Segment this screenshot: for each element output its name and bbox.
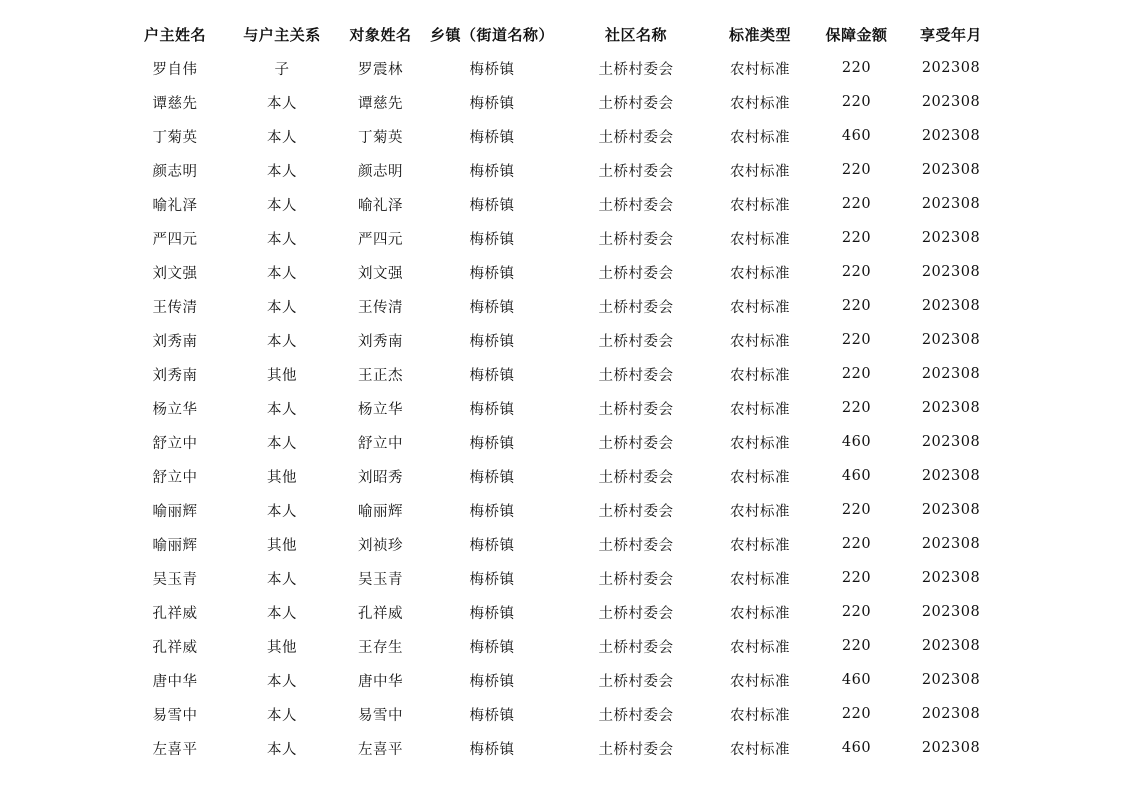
table-row (125, 663, 999, 697)
cell-relation: 本人 (267, 129, 297, 146)
cell-month: 202308 (921, 264, 981, 280)
cell-recipient-name: 刘秀南 (358, 333, 403, 350)
header-cell-month: 享受年月 (919, 25, 982, 44)
cell-amount: 460 (841, 468, 872, 484)
table-header (125, 17, 999, 51)
cell-householder-name: 杨立华 (152, 401, 198, 418)
cell-community: 土桥村委会 (598, 333, 674, 350)
cell-householder-name: 刘秀南 (152, 333, 198, 350)
cell-month: 202308 (921, 162, 981, 178)
table-row (125, 595, 999, 629)
cell-householder-name: 孔祥威 (152, 639, 198, 656)
cell-amount: 220 (841, 570, 872, 586)
cell-recipient-name: 孔祥威 (358, 605, 403, 622)
cell-relation: 本人 (267, 163, 297, 180)
cell-recipient-name: 罗震林 (358, 61, 403, 78)
header-cell-township: 乡镇（街道名称） (429, 25, 554, 44)
cell-community: 土桥村委会 (598, 367, 674, 384)
cell-recipient-name: 刘文强 (358, 265, 403, 282)
cell-relation: 本人 (267, 231, 297, 248)
cell-relation: 本人 (267, 741, 297, 758)
cell-township: 梅桥镇 (469, 571, 515, 588)
cell-township: 梅桥镇 (469, 741, 515, 758)
cell-relation: 本人 (267, 707, 297, 724)
cell-month: 202308 (921, 94, 981, 110)
header-cell-standard-type: 标准类型 (728, 25, 791, 44)
cell-month: 202308 (921, 502, 981, 518)
cell-month: 202308 (921, 604, 981, 620)
cell-recipient-name: 唐中华 (358, 673, 403, 690)
cell-amount: 220 (841, 706, 872, 722)
cell-relation: 本人 (267, 673, 297, 690)
cell-standard-type: 农村标准 (730, 61, 790, 78)
cell-community: 土桥村委会 (598, 571, 674, 588)
cell-amount: 460 (841, 672, 872, 688)
cell-amount: 220 (841, 604, 872, 620)
header-cell-relation: 与户主关系 (243, 25, 321, 44)
cell-township: 梅桥镇 (469, 469, 515, 486)
cell-recipient-name: 丁菊英 (358, 129, 403, 146)
cell-amount: 220 (841, 332, 872, 348)
cell-community: 土桥村委会 (598, 537, 674, 554)
cell-householder-name: 吴玉青 (152, 571, 198, 588)
cell-amount: 220 (841, 502, 872, 518)
cell-standard-type: 农村标准 (730, 129, 790, 146)
cell-community: 土桥村委会 (598, 707, 674, 724)
cell-standard-type: 农村标准 (730, 95, 790, 112)
cell-community: 土桥村委会 (598, 673, 674, 690)
cell-householder-name: 喻礼泽 (152, 197, 198, 214)
table-row (125, 697, 999, 731)
cell-householder-name: 刘秀南 (152, 367, 198, 384)
cell-township: 梅桥镇 (469, 503, 515, 520)
cell-standard-type: 农村标准 (730, 537, 790, 554)
cell-amount: 460 (841, 740, 872, 756)
cell-householder-name: 喻丽辉 (152, 503, 198, 520)
cell-community: 土桥村委会 (598, 299, 674, 316)
cell-community: 土桥村委会 (598, 163, 674, 180)
header-cell-householder-name: 户主姓名 (143, 25, 206, 44)
cell-amount: 220 (841, 264, 872, 280)
cell-amount: 220 (841, 196, 872, 212)
cell-month: 202308 (921, 638, 981, 654)
cell-community: 土桥村委会 (598, 197, 674, 214)
cell-amount: 220 (841, 94, 872, 110)
cell-householder-name: 舒立中 (152, 435, 198, 452)
cell-standard-type: 农村标准 (730, 197, 790, 214)
cell-community: 土桥村委会 (598, 401, 674, 418)
cell-community: 土桥村委会 (598, 469, 674, 486)
cell-relation: 其他 (267, 469, 297, 486)
cell-householder-name: 严四元 (152, 231, 198, 248)
cell-recipient-name: 喻丽辉 (358, 503, 403, 520)
cell-relation: 其他 (267, 537, 297, 554)
cell-amount: 220 (841, 400, 872, 416)
table-row (125, 561, 999, 595)
cell-month: 202308 (921, 332, 981, 348)
cell-township: 梅桥镇 (469, 401, 515, 418)
cell-recipient-name: 王传清 (358, 299, 403, 316)
cell-recipient-name: 王存生 (358, 639, 403, 656)
cell-township: 梅桥镇 (469, 537, 515, 554)
cell-standard-type: 农村标准 (730, 299, 790, 316)
cell-month: 202308 (921, 298, 981, 314)
cell-householder-name: 刘文强 (152, 265, 198, 282)
cell-relation: 本人 (267, 333, 297, 350)
cell-standard-type: 农村标准 (730, 673, 790, 690)
cell-householder-name: 唐中华 (152, 673, 198, 690)
cell-standard-type: 农村标准 (730, 265, 790, 282)
table-row (125, 493, 999, 527)
cell-standard-type: 农村标准 (730, 503, 790, 520)
header-cell-community: 社区名称 (604, 25, 667, 44)
cell-recipient-name: 严四元 (358, 231, 403, 248)
cell-relation: 本人 (267, 605, 297, 622)
cell-recipient-name: 颜志明 (358, 163, 403, 180)
cell-community: 土桥村委会 (598, 231, 674, 248)
table-row (125, 527, 999, 561)
cell-township: 梅桥镇 (469, 673, 515, 690)
cell-standard-type: 农村标准 (730, 333, 790, 350)
cell-relation: 其他 (267, 639, 297, 656)
cell-amount: 220 (841, 366, 872, 382)
cell-month: 202308 (921, 706, 981, 722)
cell-standard-type: 农村标准 (730, 707, 790, 724)
table-row (125, 323, 999, 357)
cell-month: 202308 (921, 536, 981, 552)
cell-township: 梅桥镇 (469, 299, 515, 316)
cell-relation: 本人 (267, 197, 297, 214)
cell-standard-type: 农村标准 (730, 367, 790, 384)
table-row (125, 629, 999, 663)
cell-month: 202308 (921, 468, 981, 484)
table-row (125, 85, 999, 119)
table-row (125, 289, 999, 323)
cell-relation: 子 (274, 61, 290, 78)
cell-recipient-name: 吴玉青 (358, 571, 403, 588)
cell-month: 202308 (921, 196, 981, 212)
cell-community: 土桥村委会 (598, 61, 674, 78)
cell-month: 202308 (921, 570, 981, 586)
cell-township: 梅桥镇 (469, 197, 515, 214)
cell-amount: 220 (841, 60, 872, 76)
cell-month: 202308 (921, 740, 981, 756)
cell-standard-type: 农村标准 (730, 469, 790, 486)
cell-township: 梅桥镇 (469, 231, 515, 248)
cell-relation: 其他 (267, 367, 297, 384)
table-body (125, 51, 999, 765)
cell-community: 土桥村委会 (598, 741, 674, 758)
cell-householder-name: 舒立中 (152, 469, 198, 486)
table-row (125, 153, 999, 187)
cell-community: 土桥村委会 (598, 265, 674, 282)
cell-amount: 220 (841, 162, 872, 178)
cell-amount: 460 (841, 128, 872, 144)
cell-township: 梅桥镇 (469, 129, 515, 146)
cell-amount: 460 (841, 434, 872, 450)
table-row (125, 731, 999, 765)
cell-township: 梅桥镇 (469, 639, 515, 656)
cell-householder-name: 喻丽辉 (152, 537, 198, 554)
cell-recipient-name: 易雪中 (358, 707, 403, 724)
cell-community: 土桥村委会 (598, 503, 674, 520)
cell-householder-name: 王传清 (152, 299, 198, 316)
table-row (125, 187, 999, 221)
cell-relation: 本人 (267, 299, 297, 316)
cell-standard-type: 农村标准 (730, 571, 790, 588)
cell-community: 土桥村委会 (598, 95, 674, 112)
cell-recipient-name: 杨立华 (358, 401, 403, 418)
cell-township: 梅桥镇 (469, 707, 515, 724)
table-row (125, 255, 999, 289)
cell-community: 土桥村委会 (598, 129, 674, 146)
cell-relation: 本人 (267, 265, 297, 282)
cell-township: 梅桥镇 (469, 435, 515, 452)
cell-township: 梅桥镇 (469, 61, 515, 78)
cell-month: 202308 (921, 230, 981, 246)
cell-householder-name: 罗自伟 (152, 61, 198, 78)
cell-township: 梅桥镇 (469, 95, 515, 112)
cell-month: 202308 (921, 434, 981, 450)
cell-amount: 220 (841, 230, 872, 246)
header-row (125, 17, 999, 51)
cell-township: 梅桥镇 (469, 605, 515, 622)
cell-relation: 本人 (267, 503, 297, 520)
table-row (125, 119, 999, 153)
benefit-roster-table (125, 17, 999, 765)
cell-month: 202308 (921, 60, 981, 76)
cell-standard-type: 农村标准 (730, 163, 790, 180)
cell-standard-type: 农村标准 (730, 435, 790, 452)
cell-amount: 220 (841, 638, 872, 654)
cell-relation: 本人 (267, 401, 297, 418)
header-cell-amount: 保障金额 (825, 25, 888, 44)
cell-relation: 本人 (267, 435, 297, 452)
cell-relation: 本人 (267, 571, 297, 588)
cell-standard-type: 农村标准 (730, 401, 790, 418)
cell-standard-type: 农村标准 (730, 639, 790, 656)
cell-township: 梅桥镇 (469, 163, 515, 180)
cell-township: 梅桥镇 (469, 265, 515, 282)
cell-month: 202308 (921, 366, 981, 382)
cell-community: 土桥村委会 (598, 435, 674, 452)
cell-householder-name: 孔祥威 (152, 605, 198, 622)
table-row (125, 221, 999, 255)
table-row (125, 391, 999, 425)
cell-householder-name: 颜志明 (152, 163, 198, 180)
table-row (125, 459, 999, 493)
cell-householder-name: 丁菊英 (152, 129, 198, 146)
cell-month: 202308 (921, 128, 981, 144)
cell-relation: 本人 (267, 95, 297, 112)
cell-amount: 220 (841, 298, 872, 314)
cell-recipient-name: 喻礼泽 (358, 197, 403, 214)
cell-township: 梅桥镇 (469, 333, 515, 350)
cell-community: 土桥村委会 (598, 639, 674, 656)
table-row (125, 357, 999, 391)
cell-recipient-name: 刘祯珍 (358, 537, 403, 554)
table-row (125, 51, 999, 85)
cell-recipient-name: 刘昭秀 (358, 469, 403, 486)
cell-community: 土桥村委会 (598, 605, 674, 622)
header-cell-recipient-name: 对象姓名 (349, 25, 412, 44)
cell-householder-name: 左喜平 (152, 741, 198, 758)
cell-month: 202308 (921, 672, 981, 688)
cell-householder-name: 易雪中 (152, 707, 198, 724)
cell-householder-name: 谭慈先 (152, 95, 198, 112)
cell-recipient-name: 王正杰 (358, 367, 403, 384)
cell-standard-type: 农村标准 (730, 231, 790, 248)
cell-township: 梅桥镇 (469, 367, 515, 384)
cell-amount: 220 (841, 536, 872, 552)
cell-recipient-name: 谭慈先 (358, 95, 403, 112)
cell-standard-type: 农村标准 (730, 605, 790, 622)
cell-month: 202308 (921, 400, 981, 416)
table-row (125, 425, 999, 459)
cell-recipient-name: 舒立中 (358, 435, 403, 452)
cell-standard-type: 农村标准 (730, 741, 790, 758)
cell-recipient-name: 左喜平 (358, 741, 403, 758)
